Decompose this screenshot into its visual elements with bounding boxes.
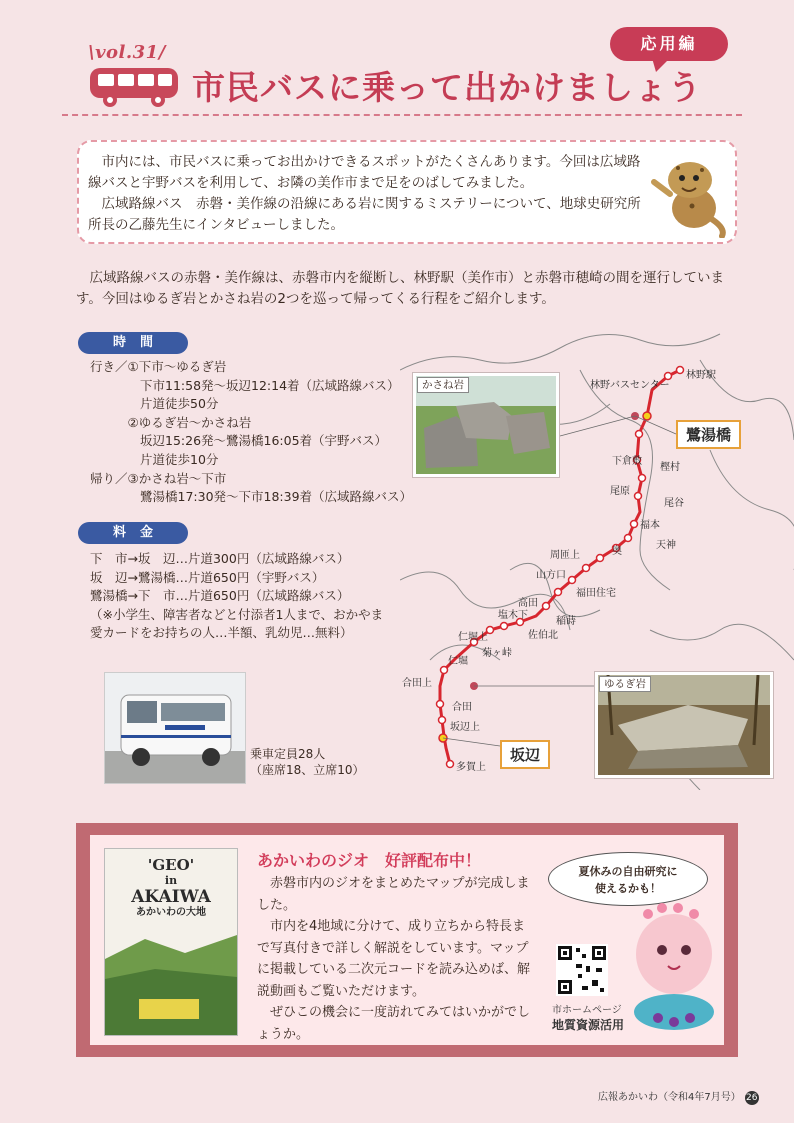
fare-line: 下 市→坂 辺…片道300円（広域路線バス） — [90, 551, 350, 566]
sagiyubashi-callout: 鷺湯橋 — [676, 420, 741, 449]
bus-stop-label: 樫村 — [660, 462, 680, 473]
bus-stop-label: 天神 — [656, 540, 676, 551]
highlight-stop-marker — [643, 412, 651, 420]
peach-mascot-icon — [618, 900, 730, 1040]
intro-text — [88, 152, 648, 236]
fare-heading: 料金 — [78, 522, 188, 544]
yurugi-rock-label: ゆるぎ岩 — [599, 676, 651, 692]
bus-stop-marker — [569, 577, 576, 584]
applied-edition-tag: 応用編 — [610, 27, 728, 61]
capacity-line: （座席18、立席10） — [250, 763, 365, 777]
bus-stop-label: 下倉敷 — [612, 456, 642, 467]
page-number: 26 — [746, 1093, 758, 1103]
bus-stop-label: 多賀上 — [456, 762, 486, 773]
bus-stop-marker — [677, 367, 684, 374]
poster-title: in — [164, 874, 178, 887]
footer — [598, 1088, 759, 1105]
leader-line — [560, 416, 635, 436]
fare-line: （※小学生、障害者などと付添者1人まで、おかやま — [90, 606, 384, 622]
speech-line: 夏休みの自由研究に — [578, 865, 678, 878]
bus-stop-label: 仁堀 — [448, 656, 468, 667]
schedule-line: 鷺湯橋17:30発〜下市18:39着（広域路線バス） — [90, 489, 413, 505]
bus-stop-label: 稲蒔 — [556, 616, 576, 627]
speech-bubble — [548, 852, 708, 906]
fare-list — [90, 550, 400, 643]
schedule-line: 帰り／③かさね岩〜下市 — [90, 470, 227, 486]
bus-stop-marker — [625, 535, 632, 542]
tag-pointer-icon — [650, 58, 674, 74]
bus-stop-label: 合田 — [452, 702, 472, 713]
bus-stop-marker — [597, 555, 604, 562]
geo-map-poster — [104, 848, 238, 1036]
bus-stop-label: 福田住宅 — [576, 588, 616, 599]
volume-number: \vol.31/ — [88, 42, 166, 63]
intro-paragraph: 市内には、市民バスに乗ってお出かけできるスポットがたくさんあります。今回は広域路線バスと宇野バスを利用して、お隣の美作市まで足をのばしてみました。 — [88, 154, 641, 191]
poster-title: AKAIWA — [131, 887, 211, 907]
qr-caption — [552, 1004, 624, 1032]
bus-stop-label: 坂辺上 — [450, 722, 480, 733]
jio-heading: あかいわのジオ 好評配布中！ — [257, 851, 482, 870]
schedule-line: 行き／①下市〜ゆるぎ岩 — [90, 359, 227, 374]
bus-stop-marker — [583, 565, 590, 572]
poster-title: 'GEO' — [147, 856, 195, 874]
bus-stop-label: 仁堀上 — [458, 632, 488, 643]
bus-stop-label: 菊ヶ峠 — [482, 648, 512, 659]
bus-stop-marker — [555, 589, 562, 596]
time-heading: 時間 — [78, 332, 188, 354]
bus-stop-label: 林野駅 — [686, 370, 716, 381]
sakabe-callout: 坂辺 — [500, 740, 550, 769]
lead-paragraph: 広域路線バスの赤磐・美作線は、赤磐市内を縦断し、林野駅（美作市）と赤磐市穂崎の間を運行しています。今回はゆるぎ岩とかさね岩の2つを巡って帰ってくる行程をご紹介します。 — [76, 270, 724, 307]
bus-stop-label: 塩木下 — [498, 610, 528, 621]
bus-stop-marker — [635, 493, 642, 500]
bus-stop-marker — [439, 717, 446, 724]
fare-line: 鷺湯橋→下 市…片道650円（広域路線バス） — [90, 588, 350, 604]
bus-stop-marker — [631, 521, 638, 528]
bus-stop-marker — [441, 667, 448, 674]
schedule-line: ②ゆるぎ岩〜かさね岩 — [90, 414, 252, 430]
bus-stop-marker — [639, 475, 646, 482]
jio-paragraph: ぜひこの機会に一度訪れてみてはいかがでしょうか。 — [257, 1005, 531, 1042]
bus-stop-marker — [447, 761, 454, 768]
bus-stop-label: 尾原 — [610, 486, 630, 497]
bus-stop-marker — [437, 701, 444, 708]
schedule-list — [90, 358, 413, 507]
bus-stop-label: 合田上 — [402, 678, 432, 689]
speech-line: 使えるかも！ — [595, 882, 661, 895]
bus-capacity — [250, 746, 365, 778]
yurugi-rock-photo — [594, 671, 774, 779]
bus-stop-marker — [665, 373, 672, 380]
fare-line: 坂 辺→鷺湯橋…片道650円（宇野バス） — [90, 569, 325, 585]
salamander-mascot-icon — [648, 148, 728, 238]
kasane-rock-label: かさね岩 — [417, 377, 469, 393]
footer-text: 広報あかいわ（令和4年7月号） — [598, 1092, 741, 1103]
kasane-rock-photo — [412, 372, 560, 478]
header-divider — [62, 114, 742, 116]
bus-stop-label: 奥 — [612, 546, 622, 557]
bus-stop-label: 高田 — [518, 598, 538, 609]
bus-stop-label: 尾谷 — [664, 498, 684, 509]
schedule-line: 坂辺15:26発〜鷺湯橋16:05着（宇野バス） — [90, 433, 388, 449]
jio-body — [257, 873, 537, 1045]
bus-stop-label: 山方口 — [536, 570, 566, 581]
page-title: 市民バスに乗って出かけましょう — [192, 68, 702, 107]
bus-stop-label: 佐伯北 — [528, 630, 558, 641]
bus-stop-marker — [501, 623, 508, 630]
schedule-line: 片道徒歩10分 — [90, 451, 219, 467]
bus-stop-label: 福本 — [640, 520, 660, 531]
jio-paragraph: 市内を4地域に分けて、成り立ちから特長まで写真付きで詳しく解説をしています。マップに掲載している二次元コードを読み込めば、解説動画もご覧いただけます。 — [257, 919, 531, 999]
bus-icon — [88, 66, 180, 110]
intro-paragraph: 広域路線バス 赤磐・美作線の沿線にある岩に関するミステリーについて、地球史研究所所長の乙藤先生にインタビューしました。 — [88, 196, 641, 233]
qr-caption-line: 市ホームページ — [552, 1005, 622, 1016]
jio-paragraph: 赤磐市内のジオをまとめたマップが完成しました。 — [257, 876, 530, 913]
poster-subtitle: あかいわの大地 — [136, 907, 206, 918]
schedule-line: 片道徒歩50分 — [90, 396, 219, 412]
bus-stop-marker — [636, 431, 643, 438]
bus-photo — [104, 672, 246, 784]
fare-line: 愛カードをお持ちの人…半額、乳幼児…無料） — [90, 625, 353, 641]
capacity-line: 乗車定員28人 — [250, 747, 326, 761]
qr-caption-line: 地質資源活用 — [552, 1018, 625, 1032]
qr-code[interactable] — [556, 944, 608, 996]
bus-stop-label: 周匝上 — [550, 550, 580, 561]
schedule-line: 下市11:58発〜坂辺12:14着（広域路線バス） — [90, 377, 400, 393]
bus-stop-marker — [543, 603, 550, 610]
leader-line — [443, 738, 500, 746]
bus-stop-label: 林野バスセンター — [590, 380, 670, 391]
